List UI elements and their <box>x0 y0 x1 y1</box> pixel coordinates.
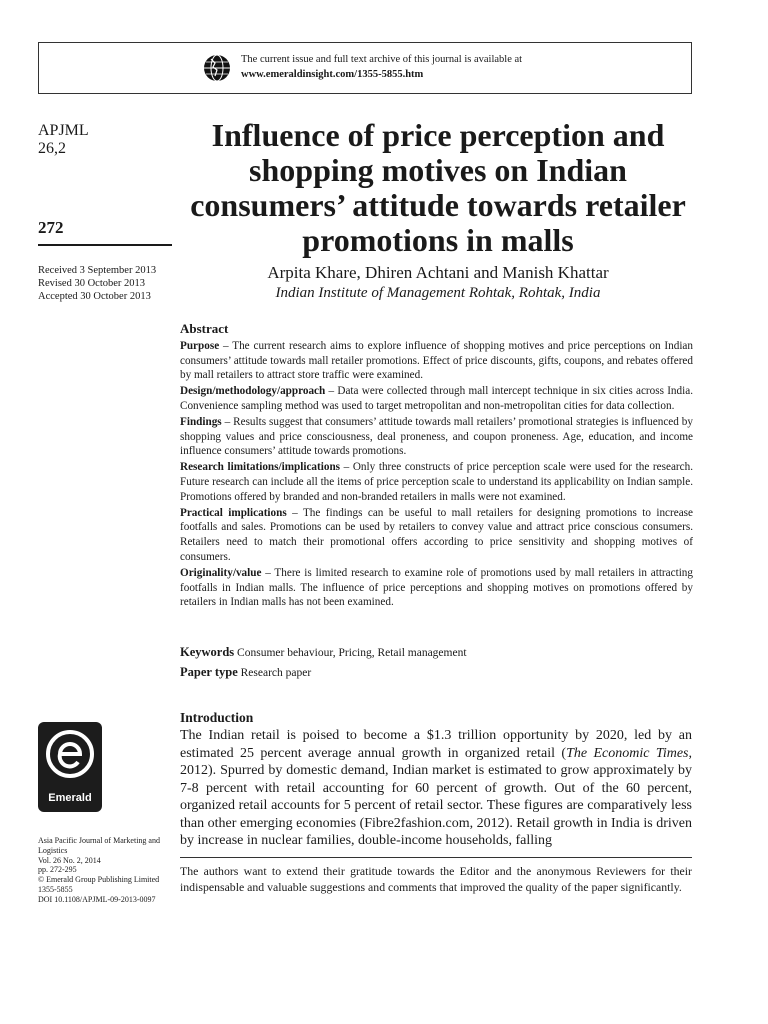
journal-volume: 26,2 <box>38 140 66 157</box>
publication-info <box>38 836 178 905</box>
abstract-findings: Findings – Results suggest that consumers’ attitude towards mall retailers’ promotional strategies is influenced by shopping values and price consciousness, deal proneness, and coupon proneness. Age, education, and income influence consumers’ attitude towards promotions. <box>180 415 693 458</box>
emerald-logo <box>38 722 102 812</box>
journal-url-link[interactable]: www.emeraldinsight.com/1355-5855.htm <box>241 69 424 80</box>
doi: DOI 10.1108/APJML-09-2013-0097 <box>38 894 156 904</box>
abstract-practical: Practical implications – The findings can be useful to mall retailers for designing promotions to increase footfalls and sales. Promotions can be used by retailers to convey value and attract price conscious consumers. Retailers need to match their promotional offers according to price sensitivity and shopping motives of consumers. <box>180 506 693 563</box>
footnote: The authors want to extend their gratitude towards the Editor and the anonymous Reviewers for their indispensable and valuable suggestions and comments that improved the quality of the paper significantly. <box>180 864 692 894</box>
abstract-design: Design/methodology/approach – Data were collected through mall intercept technique in six cities across India. Convenience sampling method was used to target metropolitan and non-metropolitan cities for data collection. <box>180 385 693 412</box>
abstract-heading: Abstract <box>180 321 229 336</box>
introduction-heading: Introduction <box>180 710 254 725</box>
page-range: pp. 272-295 <box>38 865 77 875</box>
paper-type: Paper type Research paper <box>180 665 312 679</box>
copyright: © Emerald Group Publishing Limited <box>38 875 160 885</box>
page-number: 272 <box>38 218 64 237</box>
banner-text: The current issue and full text archive of this journal is available at <box>241 54 523 65</box>
abstract <box>180 322 693 611</box>
journal-availability-banner <box>38 42 692 94</box>
journal-code <box>38 122 172 158</box>
footnote-divider <box>180 857 692 858</box>
divider <box>38 244 172 246</box>
received-date: Received 3 September 2013 <box>38 265 157 276</box>
paper-title: Influence of price perception and shopping motives on Indian consumers’ attitude towards retailer promotions in malls <box>190 117 686 258</box>
globe-icon <box>203 54 231 82</box>
introduction-text: The Indian retail is poised to become a $1.3 trillion opportunity by 2020, led by an estimated 25 percent average annual growth in organized retail (The Economic Times, 2012). Spurred by domestic demand, Indian market is estimated to grow approximately by 7-8 percent with retail accounting for 60 percent of growth. Out of the 60 percent, organized retail accounts for 5 percent of retail sector. These figures are comparatively less than other emerging economies (Fibre2fashion.com, 2012). Retail growth in India is driven by increase in nuclear families, double-income households, falling <box>180 728 693 848</box>
authors: Arpita Khare, Dhiren Achtani and Manish Khattar <box>267 263 609 282</box>
journal-name: Asia Pacific Journal of Marketing and Logistics <box>38 836 160 855</box>
affiliation: Indian Institute of Management Rohtak, Rohtak, India <box>275 285 601 301</box>
issn: 1355-5855 <box>38 884 73 894</box>
accepted-date: Accepted 30 October 2013 <box>38 291 151 302</box>
article-dates <box>38 264 172 303</box>
abstract-purpose: Purpose – The current research aims to explore influence of shopping motives and price perceptions on Indian consumers’ attitude towards mall retailer promotions. Effect of price discounts, gifts, coupons, and rebates offered by mall retailers to attract store traffic were examined. <box>180 339 693 382</box>
abstract-originality: Originality/value – There is limited research to examine role of promotions used by mall retailers in attracting footfalls in Indian malls. The influence of price perceptions and shopping motives on promotions offered by retailers in Indian malls has not been examined. <box>180 566 693 609</box>
abstract-limitations: Research limitations/implications – Only three constructs of price perception scale were used for the research. Future research can include all the items of price perception scale to understand its applicability on Indian sample. Promotions offered by branded and non-branded retailers in malls were not examined. <box>180 461 693 503</box>
volume-info: Vol. 26 No. 2, 2014 <box>38 855 101 865</box>
journal-abbrev: APJML <box>38 122 89 139</box>
emerald-e-icon <box>38 722 102 792</box>
revised-date: Revised 30 October 2013 <box>38 278 146 289</box>
keywords: Keywords Consumer behaviour, Pricing, Retail management <box>180 645 467 659</box>
emerald-logo-text: Emerald <box>48 792 92 804</box>
